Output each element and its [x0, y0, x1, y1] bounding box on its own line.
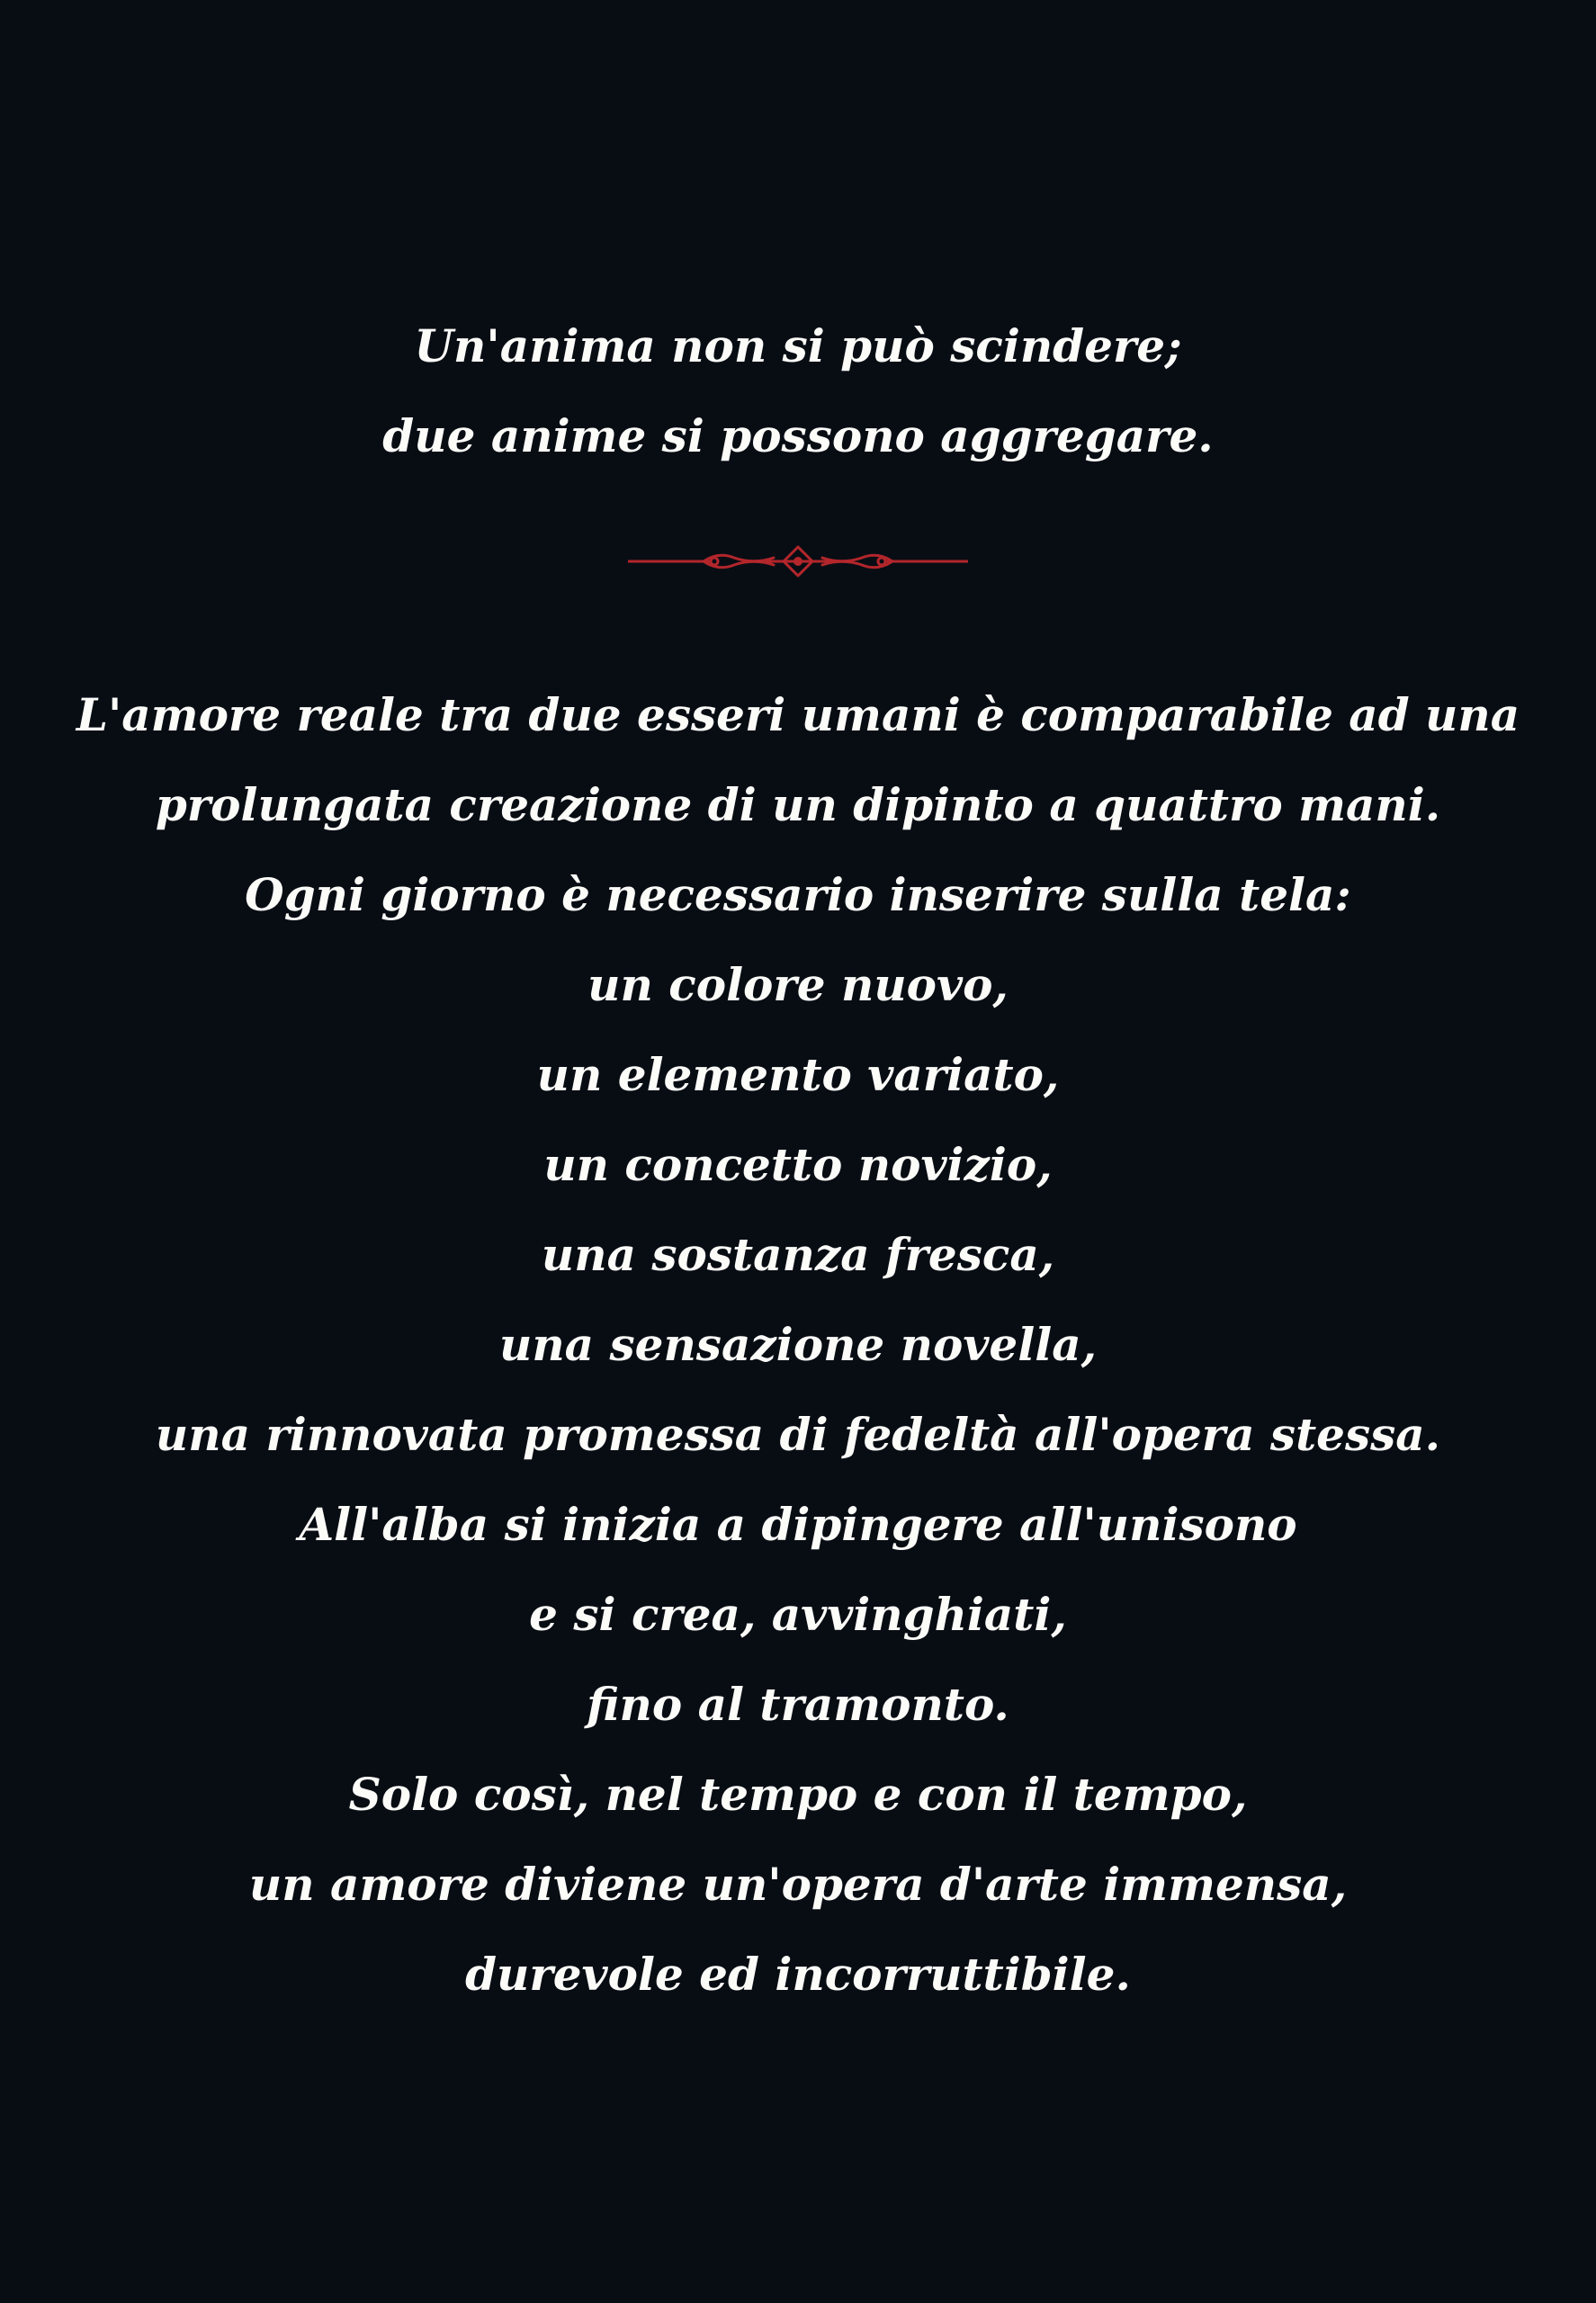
poem-line: un concetto novizio, — [543, 1138, 1053, 1191]
poem-line: un amore diviene un'opera d'arte immensa, — [248, 1858, 1348, 1911]
epigraph-line: Un'anima non si può scindere; — [414, 319, 1182, 372]
poem-line: una sostanza fresca, — [541, 1228, 1055, 1281]
poem — [0, 670, 1596, 2020]
poem-line: Ogni giorno è necessario inserire sulla tela: — [245, 868, 1351, 921]
poem-line: fino al tramonto. — [587, 1678, 1009, 1731]
poem-line: un colore nuovo, — [587, 958, 1009, 1011]
poem-line: un elemento variato, — [536, 1048, 1060, 1101]
poem-line: All'alba si inizia a dipingere all'unisono — [299, 1498, 1297, 1551]
epigraph-line: due anime si possono aggregare. — [382, 409, 1214, 462]
ornamental-divider-icon — [628, 543, 968, 579]
epigraph — [0, 301, 1596, 481]
poem-line: una sensazione novella, — [498, 1318, 1098, 1371]
poem-line: prolungata creazione di un dipinto a quattro mani. — [155, 778, 1441, 831]
poem-line: L'amore reale tra due esseri umani è comparabile ad una — [76, 688, 1520, 741]
poem-line: una rinnovata promessa di fedeltà all'opera stessa. — [155, 1408, 1441, 1461]
poem-line: durevole ed incorruttibile. — [465, 1948, 1131, 2001]
poem-line: e si crea, avvinghiati, — [529, 1588, 1067, 1641]
poem-line: Solo così, nel tempo e con il tempo, — [348, 1768, 1248, 1821]
